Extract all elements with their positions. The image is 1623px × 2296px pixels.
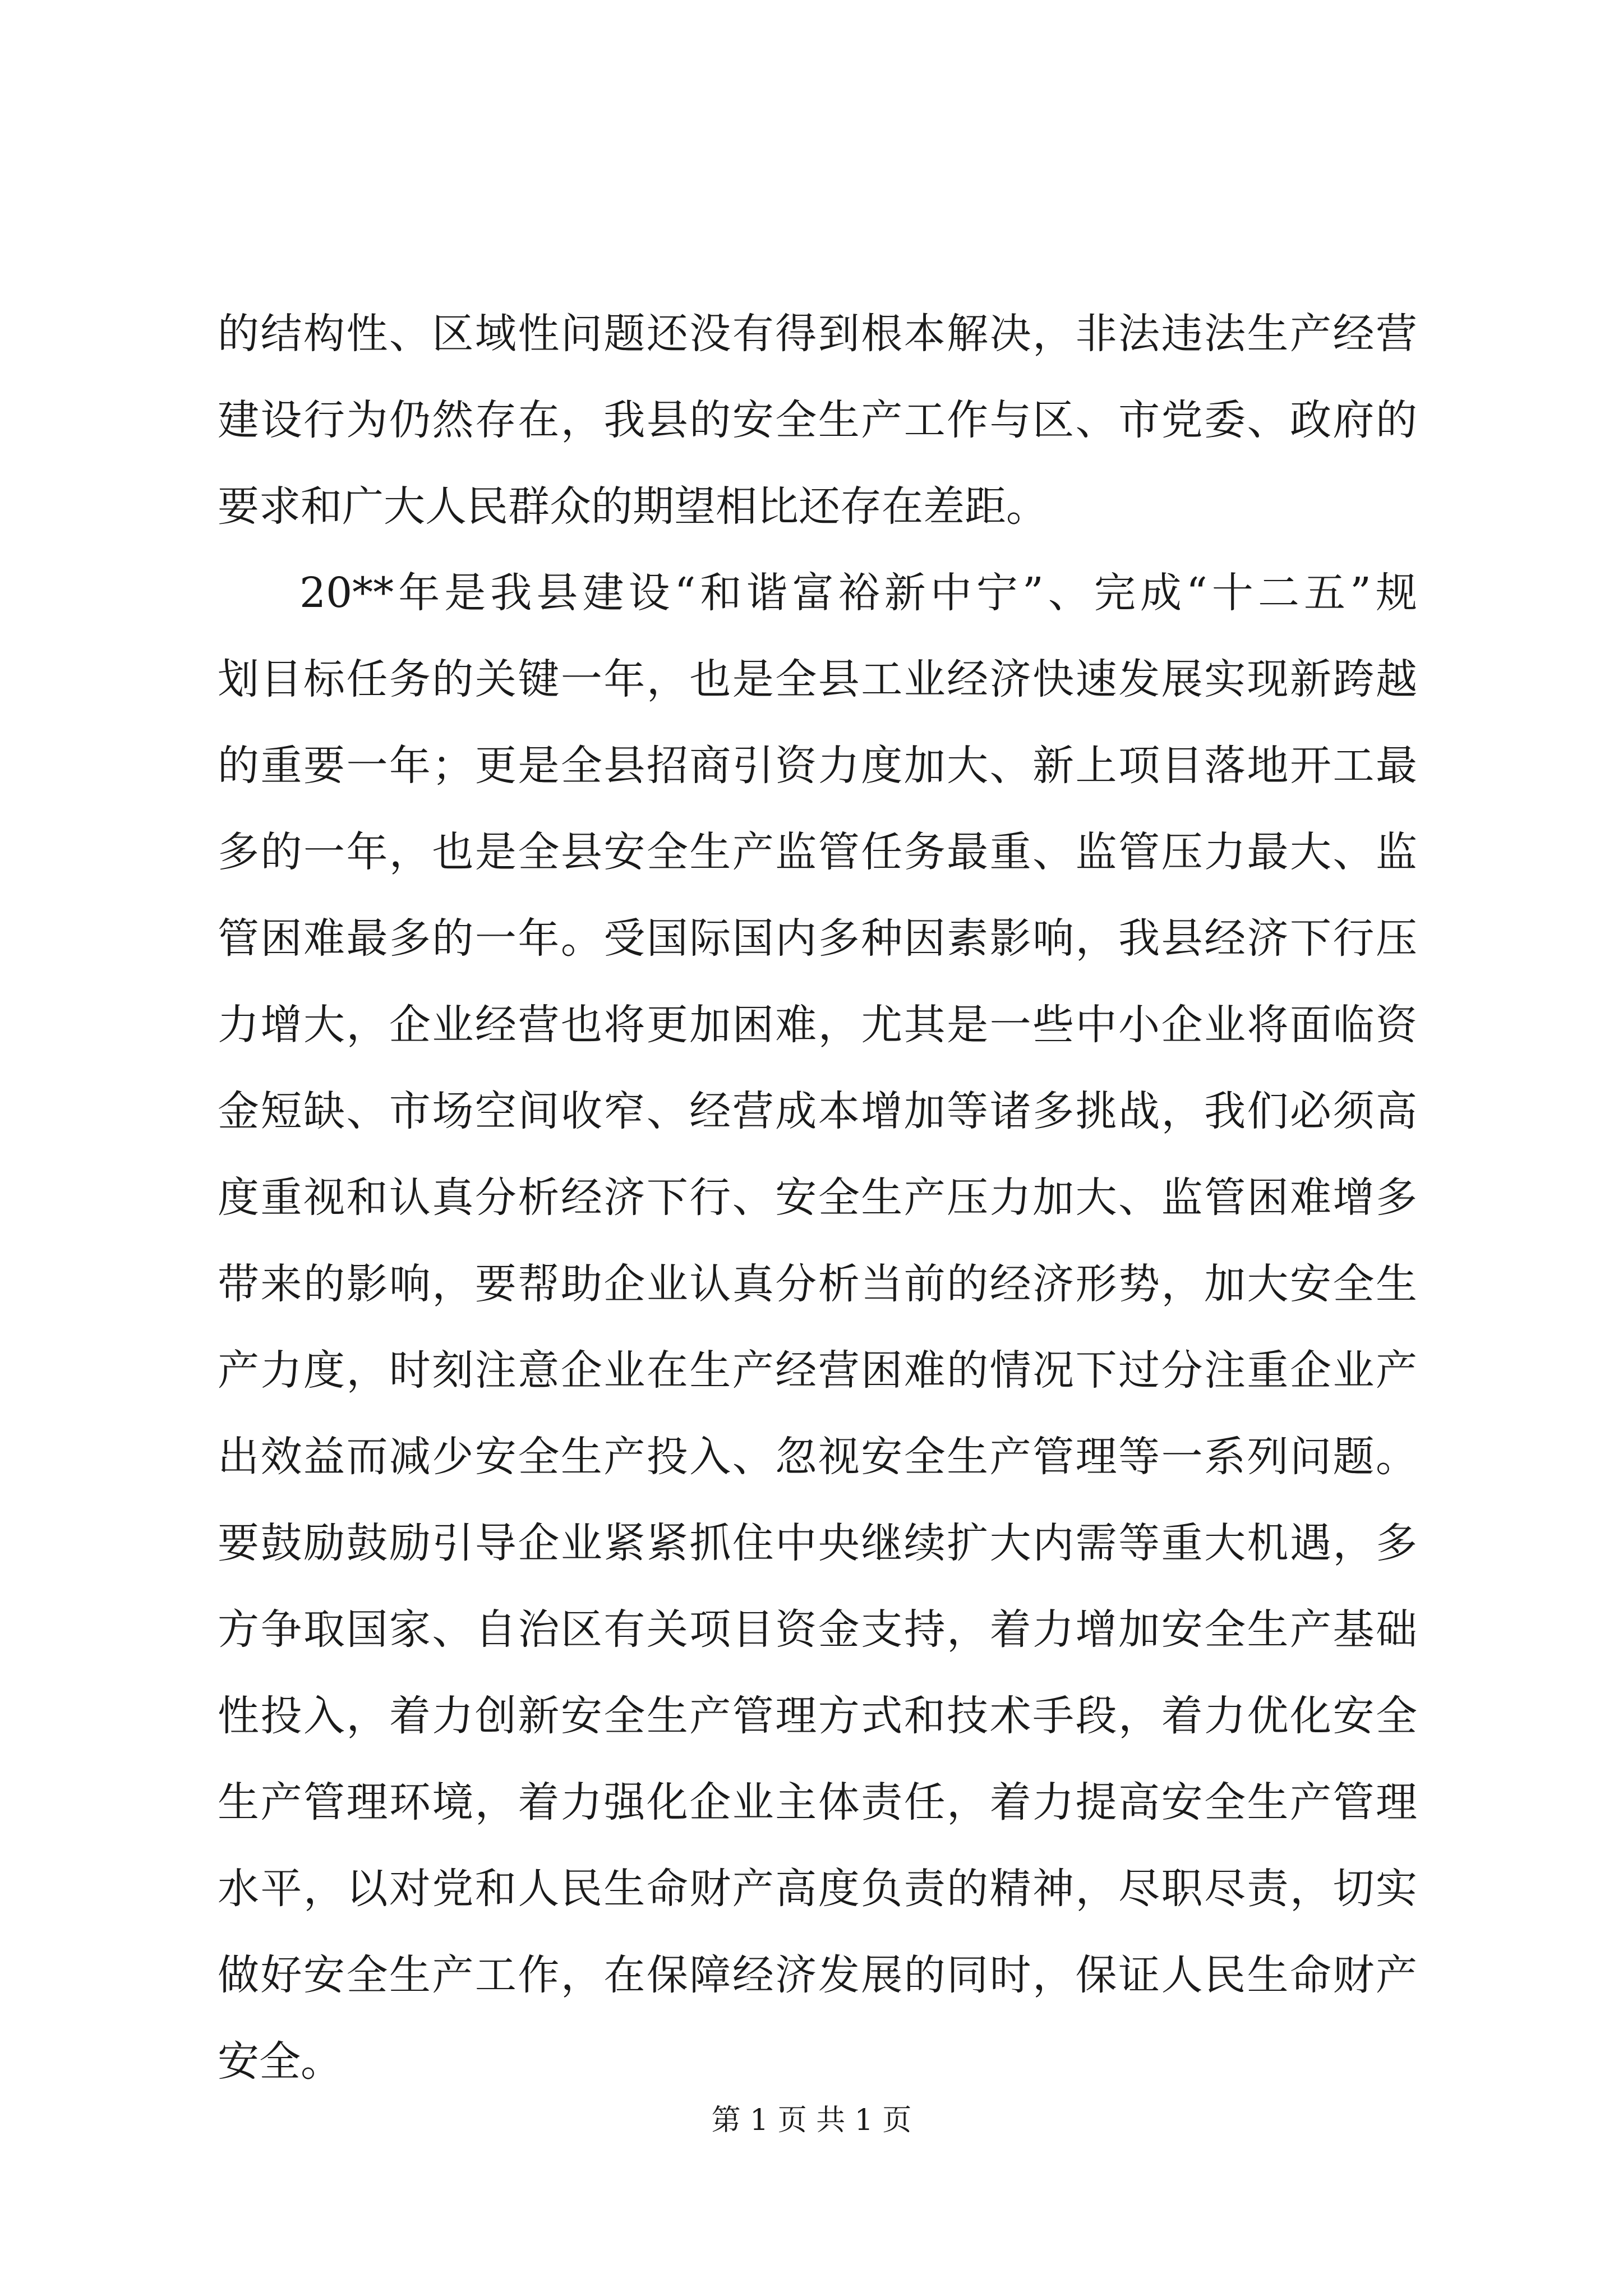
body-text-line: 建设行为仍然存在，我县的安全生产工作与区、市党委、政府的: [218, 396, 1417, 444]
body-text-line: 方争取国家、自治区有关项目资金支持，着力增加安全生产基础: [218, 1605, 1417, 1654]
body-text-line: 带来的影响，要帮助企业认真分析当前的经济形势，加大安全生: [218, 1260, 1417, 1308]
body-text-line: 要鼓励鼓励引导企业紧紧抓住中央继续扩大内需等重大机遇，多: [218, 1519, 1417, 1567]
body-text-line: 20**年是我县建设“和谐富裕新中宁”、完成“十二五”规: [299, 569, 1417, 617]
body-text-line: 的重要一年；更是全县招商引资力度加大、新上项目落地开工最: [218, 742, 1417, 790]
body-text-line: 生产管理环境，着力强化企业主体责任，着力提高安全生产管理: [218, 1778, 1417, 1826]
body-text-line: 度重视和认真分析经济下行、安全生产压力加大、监管困难增多: [218, 1174, 1417, 1222]
body-text-line: 力增大，企业经营也将更加困难，尤其是一些中小企业将面临资: [218, 1001, 1417, 1049]
body-text-line: 做好安全生产工作，在保障经济发展的同时，保证人民生命财产: [218, 1951, 1417, 1999]
page-number-footer: 第 1 页 共 1 页: [711, 2104, 912, 2137]
body-text-line: 水平，以对党和人民生命财产高度负责的精神，尽职尽责，切实: [218, 1865, 1417, 1913]
body-text-line: 性投入，着力创新安全生产管理方式和技术手段，着力优化安全: [218, 1692, 1417, 1740]
body-text-line: 管困难最多的一年。受国际国内多种因素影响，我县经济下行压: [218, 914, 1417, 963]
body-text-line: 产力度，时刻注意企业在生产经营困难的情况下过分注重企业产: [218, 1346, 1417, 1395]
body-text-line: 划目标任务的关键一年，也是全县工业经济快速发展实现新跨越: [218, 655, 1417, 703]
body-text-line: 的结构性、区域性问题还没有得到根本解决，非法违法生产经营: [218, 310, 1417, 358]
body-text-line: 多的一年，也是全县安全生产监管任务最重、监管压力最大、监: [218, 828, 1417, 876]
body-text-line: 要求和广大人民群众的期望相比还存在差距。: [218, 482, 1048, 531]
body-text-line: 出效益而减少安全生产投入、忽视安全生产管理等一系列问题。: [218, 1433, 1417, 1481]
body-text-line: 金短缺、市场空间收窄、经营成本增加等诸多挑战，我们必须高: [218, 1087, 1417, 1135]
body-text-line: 安全。: [218, 2037, 342, 2086]
